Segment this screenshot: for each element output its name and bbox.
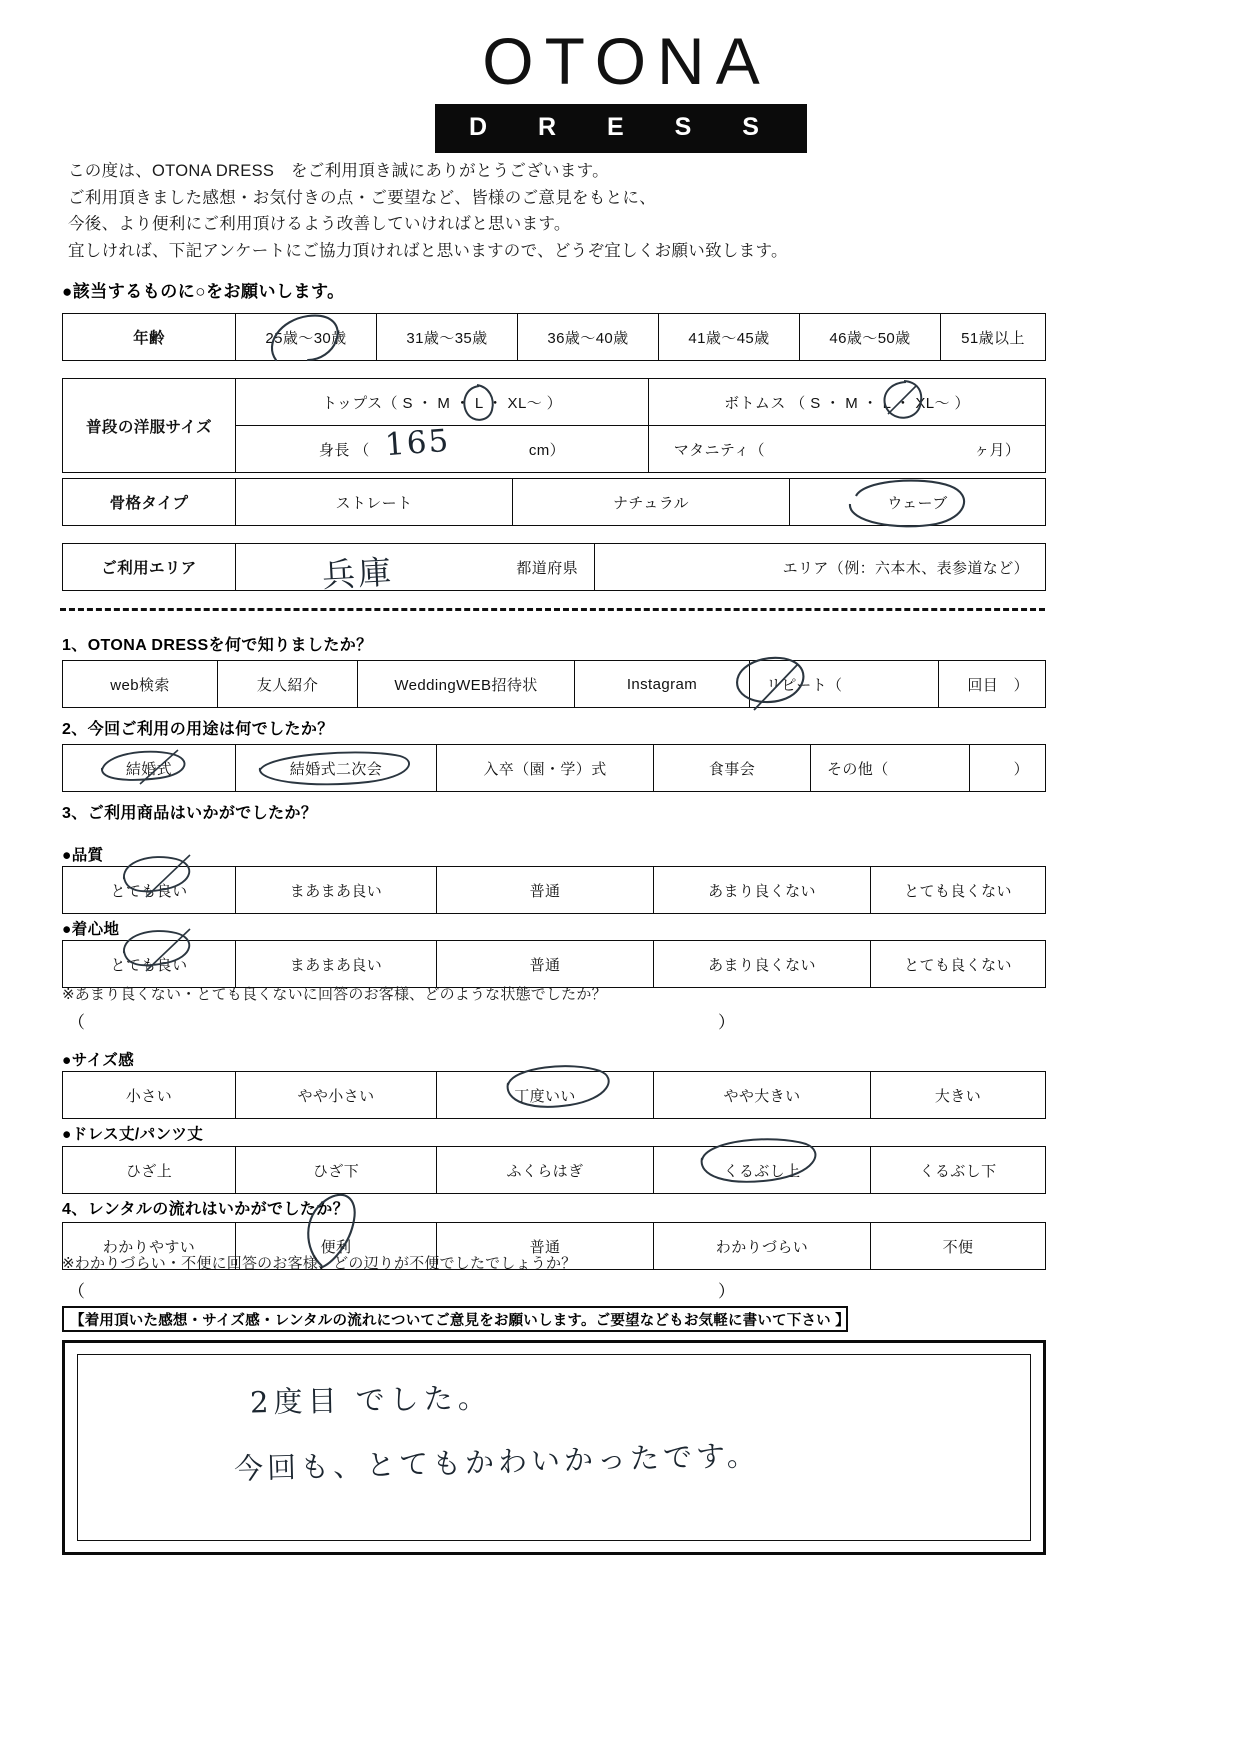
q4-open-right: ） — [718, 1282, 735, 1301]
age-option-46-50[interactable]: 46歳〜50歳 — [800, 314, 941, 361]
q4-option-convenient[interactable]: 便利 — [236, 1223, 437, 1270]
body-type-label: 骨格タイプ — [63, 479, 236, 526]
body-type-option-natural[interactable]: ナチュラル — [513, 479, 790, 526]
size-option-small[interactable]: 小さい — [63, 1072, 236, 1119]
quality-option-fairly-good[interactable]: まあまあ良い — [236, 867, 437, 914]
q2-option-after-party[interactable]: 結婚式二次会 — [236, 745, 437, 792]
area-label: ご利用エリア — [63, 544, 236, 591]
comfort-option-very-bad[interactable]: とても良くない — [871, 941, 1046, 988]
q2-title: 2、今回ご利用の用途は何でしたか？ — [62, 721, 334, 738]
age-option-25-30[interactable]: 25歳〜30歳 — [236, 314, 377, 361]
q3-length-label: ●ドレス丈/パンツ丈 — [62, 1126, 204, 1143]
maternity-prefix: マタニティ（ — [673, 441, 765, 459]
q4-title: 4、レンタルの流れはいかがでしたか？ — [62, 1201, 350, 1218]
table-row — [63, 314, 1046, 361]
height-unit: cm） — [528, 441, 566, 459]
table-row — [63, 379, 1046, 426]
table-row — [63, 867, 1046, 914]
q3-comfort-open-left: （ — [68, 1013, 85, 1032]
comfort-option-fairly-good[interactable]: まあまあ良い — [236, 941, 437, 988]
clothing-size-table — [62, 378, 1046, 473]
q3-size-feel-table — [62, 1071, 1046, 1119]
prefecture-handwritten-value: 兵庫 — [321, 552, 396, 595]
q1-option-wedding-web[interactable]: WeddingWEB招待状 — [358, 661, 575, 708]
q1-option-web-search[interactable]: web検索 — [63, 661, 218, 708]
age-option-51-plus[interactable]: 51歳以上 — [941, 314, 1046, 361]
intro-line-1: この度は、OTONA DRESS をご利用頂き誠にありがとうございます。 — [68, 162, 609, 180]
q3-title: 3、ご利用商品はいかがでしたか？ — [62, 805, 318, 822]
bottoms-size-cell[interactable]: ボトムス （ S ・ M ・ L ・ XL〜 ） — [649, 379, 1046, 426]
q1-option-friend[interactable]: 友人紹介 — [218, 661, 358, 708]
q2-option-dining[interactable]: 食事会 — [654, 745, 811, 792]
q4-option-normal[interactable]: 普通 — [437, 1223, 654, 1270]
q4-open-left: （ — [68, 1282, 85, 1301]
area-table — [62, 543, 1046, 591]
brand-subtitle: D R E S S — [435, 104, 807, 153]
size-option-large[interactable]: 大きい — [871, 1072, 1046, 1119]
q3-quality-label: ●品質 — [62, 847, 104, 864]
height-prefix: 身長 （ — [318, 441, 370, 459]
q3-length-table — [62, 1146, 1046, 1194]
maternity-cell[interactable] — [649, 426, 1046, 473]
q2-option-school-ceremony[interactable]: 入卒（園・学）式 — [437, 745, 654, 792]
size-option-slightly-small[interactable]: やや小さい — [236, 1072, 437, 1119]
size-option-slightly-large[interactable]: やや大きい — [654, 1072, 871, 1119]
age-label: 年齢 — [63, 314, 236, 361]
q4-option-inconvenient[interactable]: 不便 — [871, 1223, 1046, 1270]
intro-line-4: 宜しければ、下記アンケートにご協力頂ければと思いますので、どうぞ宜しくお願い致します。 — [68, 241, 788, 260]
area-hint-cell[interactable]: エリア（例：六本木、表参道など） — [595, 544, 1046, 591]
q1-option-repeat[interactable]: リピート（ — [750, 661, 939, 708]
q3-comfort-label: ●着心地 — [62, 921, 120, 938]
quality-option-not-good[interactable]: あまり良くない — [654, 867, 871, 914]
prefecture-cell[interactable]: 都道府県 — [236, 544, 595, 591]
q3-comfort-note: ※あまり良くない・とても良くないに回答のお客様、どのような状態でしたか？ — [62, 986, 607, 1003]
intro-paragraph — [68, 158, 1048, 264]
length-option-above-knee[interactable]: ひざ上 — [63, 1147, 236, 1194]
q4-note: ※わかりづらい・不便に回答のお客様、どの辺りが不便でしたでしょうか？ — [62, 1255, 577, 1272]
q1-option-repeat-count[interactable]: 回目 ） — [939, 661, 1046, 708]
age-option-31-35[interactable]: 31歳〜35歳 — [377, 314, 518, 361]
tops-size-cell[interactable]: トップス（ S ・ M ・ L ・ XL〜 ） — [236, 379, 649, 426]
clothing-size-label: 普段の洋服サイズ — [63, 379, 236, 473]
length-option-above-ankle[interactable]: くるぶし上 — [654, 1147, 871, 1194]
table-row — [63, 544, 1046, 591]
body-type-table — [62, 478, 1046, 526]
table-row — [63, 1072, 1046, 1119]
length-option-below-ankle[interactable]: くるぶし下 — [871, 1147, 1046, 1194]
brand-logo — [0, 24, 1242, 153]
intro-line-2: ご利用頂きました感想・お気付きの点・ご要望など、皆様のご意見をもとに、 — [68, 188, 656, 207]
q3-comfort-open-right: ） — [718, 1013, 735, 1032]
size-option-just-right[interactable]: 丁度いい — [437, 1072, 654, 1119]
q3-comfort-table — [62, 940, 1046, 988]
q3-size-feel-label: ●サイズ感 — [62, 1052, 135, 1069]
q1-title: 1、OTONA DRESSを何で知りましたか？ — [62, 637, 373, 654]
instruction-line: ●該当するものに○をお願いします。 — [62, 282, 345, 301]
table-row — [63, 745, 1046, 792]
table-row — [63, 661, 1046, 708]
table-row — [63, 941, 1046, 988]
age-table — [62, 313, 1046, 361]
q1-option-instagram[interactable]: Instagram — [575, 661, 750, 708]
quality-option-normal[interactable]: 普通 — [437, 867, 654, 914]
body-type-option-wave[interactable]: ウェーブ — [790, 479, 1046, 526]
age-option-41-45[interactable]: 41歳〜45歳 — [659, 314, 800, 361]
height-handwritten-value: 165 — [383, 422, 452, 464]
maternity-unit: ヶ月） — [974, 441, 1021, 459]
comfort-option-normal[interactable]: 普通 — [437, 941, 654, 988]
brand-name: OTONA — [482, 24, 771, 98]
age-option-36-40[interactable]: 36歳〜40歳 — [518, 314, 659, 361]
comment-handwritten-line-1: 2度目 でした。 — [249, 1380, 493, 1420]
q4-option-easy[interactable]: わかりやすい — [63, 1223, 236, 1270]
body-type-option-straight[interactable]: ストレート — [236, 479, 513, 526]
q4-option-hard[interactable]: わかりづらい — [654, 1223, 871, 1270]
comment-box-header: 【着用頂いた感想・サイズ感・レンタルの流れについてご意見をお願いします。ご要望などもお気軽に書いて下さい 】 — [62, 1306, 848, 1332]
q2-table — [62, 744, 1046, 792]
length-option-calf[interactable]: ふくらはぎ — [437, 1147, 654, 1194]
comfort-option-very-good[interactable]: とても良い — [63, 941, 236, 988]
q2-option-wedding[interactable]: 結婚式 — [63, 745, 236, 792]
quality-option-very-bad[interactable]: とても良くない — [871, 867, 1046, 914]
q2-option-other-close[interactable]: ） — [970, 745, 1046, 792]
q3-quality-table — [62, 866, 1046, 914]
q2-option-other[interactable]: その他（ — [811, 745, 970, 792]
comfort-option-not-good[interactable]: あまり良くない — [654, 941, 871, 988]
length-option-below-knee[interactable]: ひざ下 — [236, 1147, 437, 1194]
section-divider — [60, 608, 1045, 611]
quality-option-very-good[interactable]: とても良い — [63, 867, 236, 914]
comment-handwritten-line-2: 今回も、とてもかわいかったです。 — [233, 1438, 761, 1486]
intro-line-3: 今後、より便利にご利用頂けるよう改善していければと思います。 — [68, 215, 571, 233]
table-row — [63, 479, 1046, 526]
table-row — [63, 1147, 1046, 1194]
q1-table — [62, 660, 1046, 708]
